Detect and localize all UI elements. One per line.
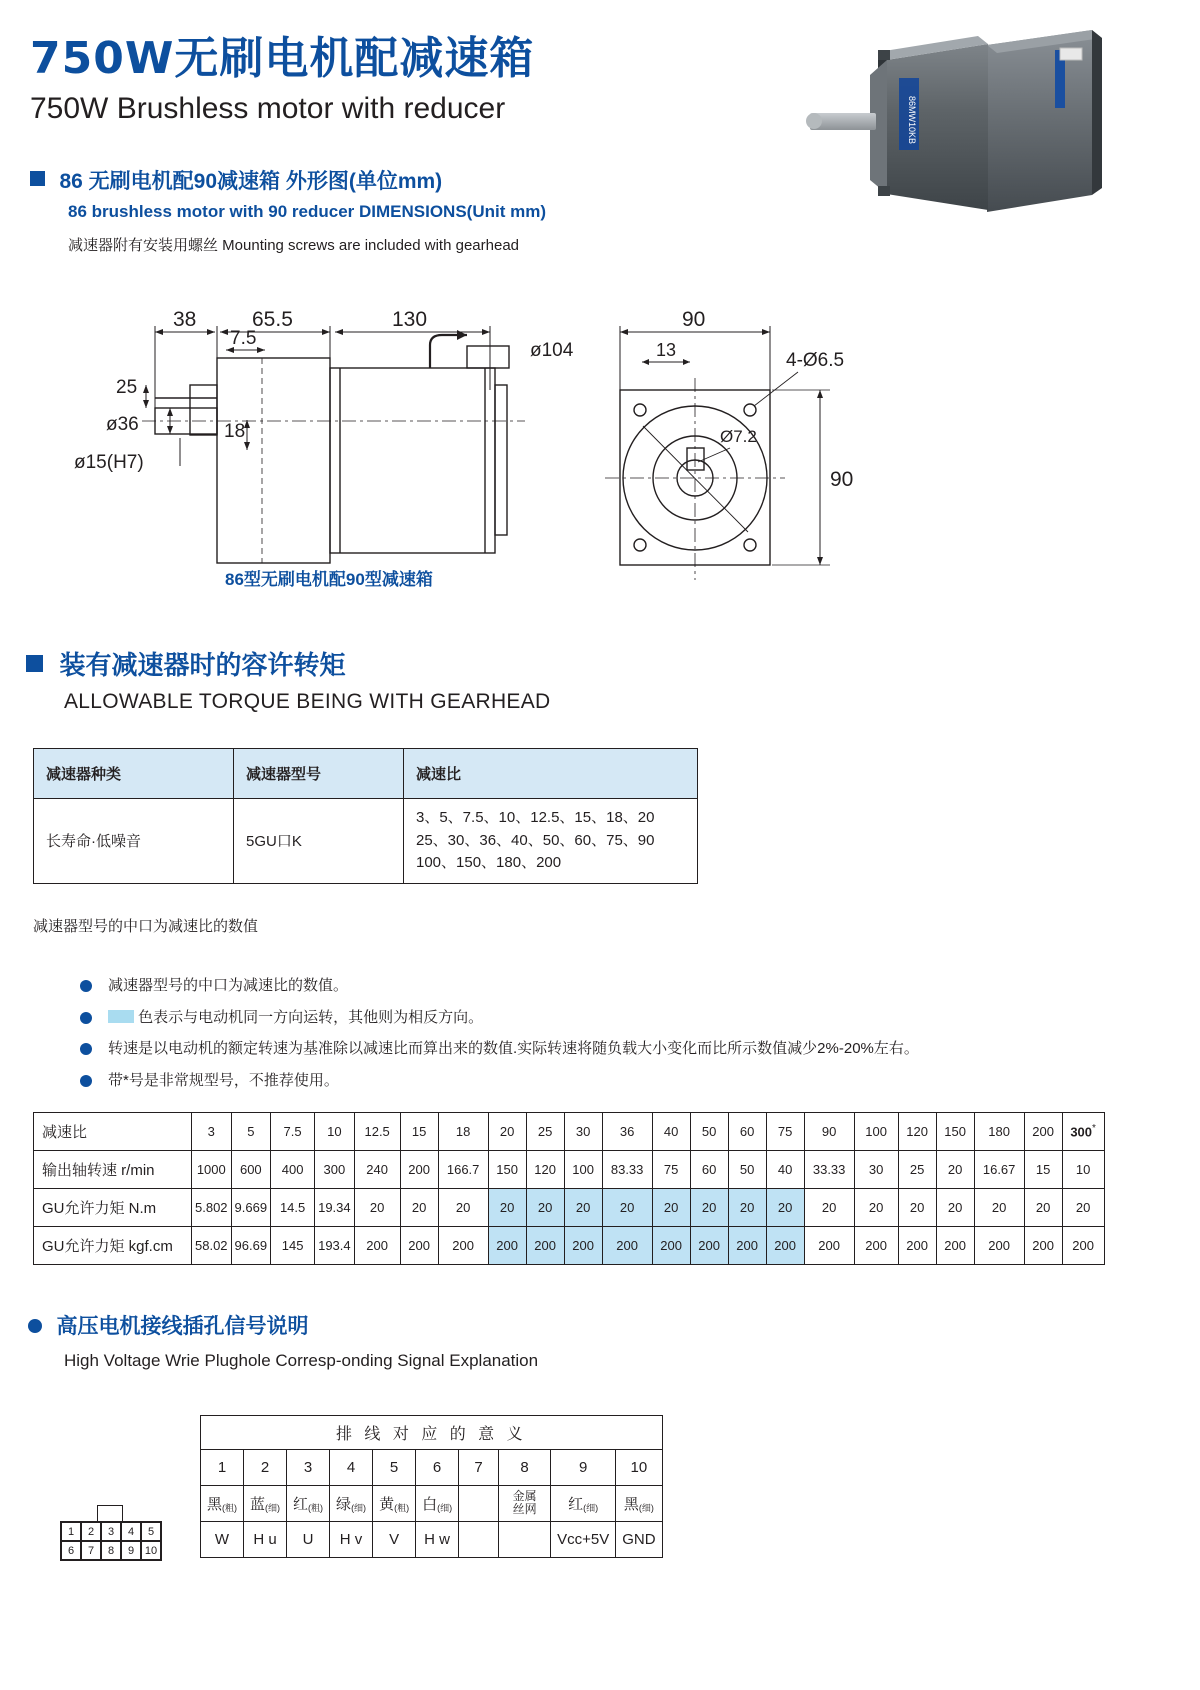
plug-table-caption: 排 线 对 应 的 意 义 bbox=[201, 1416, 663, 1450]
table-cell: 36 bbox=[602, 1113, 652, 1151]
plug-signal-cell: V bbox=[373, 1522, 416, 1558]
list-item: 带*号是非常规型号，不推荐使用。 bbox=[78, 1071, 1068, 1091]
table-cell: 5 bbox=[231, 1113, 271, 1151]
table-cell: 20 bbox=[564, 1189, 602, 1227]
table-cell: 96.69 bbox=[231, 1227, 271, 1265]
plug-color-cell: 金属 丝网 bbox=[499, 1486, 551, 1522]
square-bullet-icon bbox=[30, 171, 45, 186]
table-cell: 20 bbox=[898, 1189, 936, 1227]
table-row bbox=[201, 1486, 663, 1522]
connector-pin: 10 bbox=[141, 1541, 161, 1560]
notes-list bbox=[38, 976, 1068, 1102]
table-row bbox=[34, 1189, 1105, 1227]
table-cell: 16.67 bbox=[974, 1151, 1024, 1189]
table-cell: 120 bbox=[898, 1113, 936, 1151]
table-row bbox=[201, 1416, 663, 1450]
connector-pin: 8 bbox=[101, 1541, 121, 1560]
plug-number-cell: 2 bbox=[244, 1450, 287, 1486]
section2-title-cn: 装有减速器时的容许转矩 bbox=[59, 650, 346, 680]
table-cell: 5.802 bbox=[192, 1189, 232, 1227]
table-cell: 75 bbox=[766, 1113, 804, 1151]
table-cell: 20 bbox=[602, 1189, 652, 1227]
table-cell: 200 bbox=[400, 1227, 438, 1265]
table-cell: 200 bbox=[1062, 1227, 1104, 1265]
plug-number-cell: 10 bbox=[616, 1450, 662, 1486]
cell-gear-ratios: 3、5、7.5、10、12.5、15、18、20 25、30、36、40、50、60、75、90 100、150、180、200 bbox=[404, 799, 698, 884]
section1-note: 减速器附有安装用螺丝 Mounting screws are included with gearhead bbox=[68, 237, 520, 254]
table-cell: 20 bbox=[400, 1189, 438, 1227]
plug-signal-cell: H w bbox=[416, 1522, 459, 1558]
table-cell: 20 bbox=[936, 1151, 974, 1189]
table-header-row bbox=[34, 749, 698, 799]
list-item: 转速是以电动机的额定转速为基准除以减速比而算出来的数值.实际转速将随负载大小变化而比所示数值减少2%-20%左右。 bbox=[78, 1039, 1068, 1059]
square-bullet-icon bbox=[26, 655, 43, 672]
dim-130: 130 bbox=[392, 308, 428, 331]
table-cell: 193.4 bbox=[315, 1227, 355, 1265]
table-cell: 400 bbox=[271, 1151, 315, 1189]
plug-color-cell bbox=[459, 1486, 499, 1522]
plug-number-cell: 4 bbox=[330, 1450, 373, 1486]
table-cell: 20 bbox=[488, 1189, 526, 1227]
table-cell: 10 bbox=[1062, 1151, 1104, 1189]
table-cell: 200 bbox=[854, 1227, 898, 1265]
gearhead-table bbox=[33, 748, 698, 884]
table-cell: 300 bbox=[315, 1151, 355, 1189]
table-cell: 200 bbox=[690, 1227, 728, 1265]
connector-diagram bbox=[60, 1505, 162, 1561]
plug-number-cell: 8 bbox=[499, 1450, 551, 1486]
col-gear-ratio: 减速比 bbox=[404, 749, 698, 799]
table-cell: 600 bbox=[231, 1151, 271, 1189]
connector-pin: 1 bbox=[61, 1522, 81, 1541]
dim-36: ø36 bbox=[106, 414, 139, 435]
table-row bbox=[34, 1151, 1105, 1189]
section3-title-cn: 高压电机接线插孔信号说明 bbox=[56, 1315, 309, 1338]
dim-90-top: 90 bbox=[682, 308, 706, 331]
row-label: GU允许力矩 N.m bbox=[34, 1189, 192, 1227]
cell-gear-type: 长寿命·低噪音 bbox=[34, 799, 234, 884]
row-label: GU允许力矩 kgf.cm bbox=[34, 1227, 192, 1265]
table-cell: 100 bbox=[854, 1113, 898, 1151]
plug-number-cell: 3 bbox=[287, 1450, 330, 1486]
connector-pin: 5 bbox=[141, 1522, 161, 1541]
table-cell: 20 bbox=[936, 1189, 974, 1227]
table-cell: 20 bbox=[766, 1189, 804, 1227]
dim-25: 25 bbox=[116, 377, 138, 398]
table-cell: 20 bbox=[438, 1189, 488, 1227]
drawing-caption: 86型无刷电机配90型减速箱 bbox=[225, 570, 433, 589]
connector-pin: 3 bbox=[101, 1522, 121, 1541]
dim-18: 18 bbox=[224, 421, 246, 442]
table-cell: 40 bbox=[652, 1113, 690, 1151]
plug-number-cell: 1 bbox=[201, 1450, 244, 1486]
table-cell: 9.669 bbox=[231, 1189, 271, 1227]
list-item: 减速器型号的中口为减速比的数值。 bbox=[78, 976, 1068, 996]
plug-color-cell: 白(细) bbox=[416, 1486, 459, 1522]
dim-90-right: 90 bbox=[830, 468, 854, 491]
plug-number-cell: 6 bbox=[416, 1450, 459, 1486]
photo-label: 86MW10KB bbox=[907, 95, 917, 145]
table-cell: 60 bbox=[728, 1113, 766, 1151]
table-cell: 200 bbox=[602, 1227, 652, 1265]
table-cell: 200 bbox=[974, 1227, 1024, 1265]
table-cell: 30 bbox=[854, 1151, 898, 1189]
connector-pin: 4 bbox=[121, 1522, 141, 1541]
plug-color-cell: 黑(细) bbox=[616, 1486, 662, 1522]
table-cell: 200 bbox=[1024, 1227, 1062, 1265]
table-cell: 200 bbox=[728, 1227, 766, 1265]
table-cell: 30 bbox=[564, 1113, 602, 1151]
table-cell: 90 bbox=[804, 1113, 854, 1151]
table-cell: 25 bbox=[526, 1113, 564, 1151]
plughole-signal-table bbox=[200, 1415, 663, 1558]
plug-number-cell: 9 bbox=[551, 1450, 616, 1486]
plug-signal-cell: W bbox=[201, 1522, 244, 1558]
table-cell: 200 bbox=[652, 1227, 690, 1265]
table-cell: 60 bbox=[690, 1151, 728, 1189]
section2-heading bbox=[26, 645, 551, 682]
plug-signal-cell: Vcc+5V bbox=[551, 1522, 616, 1558]
table-cell: 20 bbox=[854, 1189, 898, 1227]
page-header bbox=[30, 22, 790, 126]
table-cell: 200 bbox=[564, 1227, 602, 1265]
table-cell: 3 bbox=[192, 1113, 232, 1151]
table-cell: 200 bbox=[898, 1227, 936, 1265]
table-cell: 145 bbox=[271, 1227, 315, 1265]
table-row bbox=[34, 1227, 1105, 1265]
table-cell: 19.34 bbox=[315, 1189, 355, 1227]
dim-38: 38 bbox=[173, 308, 197, 331]
section1-title-en: 86 brushless motor with 90 reducer DIMENSIONS(Unit mm) bbox=[68, 202, 546, 221]
plug-color-cell: 红(细) bbox=[551, 1486, 616, 1522]
table-cell: 20 bbox=[488, 1113, 526, 1151]
connector-pin: 6 bbox=[61, 1541, 81, 1560]
table-row bbox=[34, 799, 698, 884]
table-cell: 25 bbox=[898, 1151, 936, 1189]
plug-signal-cell: H u bbox=[244, 1522, 287, 1558]
table-cell: 83.33 bbox=[602, 1151, 652, 1189]
table-cell: 200 bbox=[526, 1227, 564, 1265]
table-cell: 180 bbox=[974, 1113, 1024, 1151]
table-cell: 75 bbox=[652, 1151, 690, 1189]
table-cell: 200 bbox=[438, 1227, 488, 1265]
table-cell: 7.5 bbox=[271, 1113, 315, 1151]
connector-top-row bbox=[61, 1522, 161, 1541]
table-cell: 33.33 bbox=[804, 1151, 854, 1189]
table-cell: 40 bbox=[766, 1151, 804, 1189]
table-cell: 20 bbox=[526, 1189, 564, 1227]
connector-pin: 7 bbox=[81, 1541, 101, 1560]
section2-title-en: ALLOWABLE TORQUE BEING WITH GEARHEAD bbox=[64, 690, 551, 713]
plug-color-cell: 黄(粗) bbox=[373, 1486, 416, 1522]
dim-4x6-5: 4-Ø6.5 bbox=[786, 350, 845, 371]
list-item: 色表示与电动机同一方向运转，其他则为相反方向。 bbox=[78, 1008, 1068, 1028]
dim-65-5: 65.5 bbox=[252, 308, 293, 331]
row-label: 减速比 bbox=[34, 1113, 192, 1151]
table-cell: 20 bbox=[1024, 1189, 1062, 1227]
plug-signal-cell bbox=[499, 1522, 551, 1558]
table-cell: 15 bbox=[400, 1113, 438, 1151]
color-swatch-icon bbox=[108, 1010, 134, 1023]
dim-13: 13 bbox=[656, 340, 677, 360]
table-cell: 200 bbox=[936, 1227, 974, 1265]
table-cell: 20 bbox=[652, 1189, 690, 1227]
table-cell: 20 bbox=[354, 1189, 400, 1227]
table-cell: 150 bbox=[936, 1113, 974, 1151]
section3-heading bbox=[28, 1310, 538, 1340]
table-cell: 50 bbox=[690, 1113, 728, 1151]
table-cell: 18 bbox=[438, 1113, 488, 1151]
plug-color-cell: 蓝(细) bbox=[244, 1486, 287, 1522]
table-cell: 12.5 bbox=[354, 1113, 400, 1151]
section-dimensions bbox=[30, 165, 546, 255]
plug-color-cell: 绿(细) bbox=[330, 1486, 373, 1522]
ratio-torque-table bbox=[33, 1112, 1105, 1265]
connector-pin: 2 bbox=[81, 1522, 101, 1541]
table-cell: 240 bbox=[354, 1151, 400, 1189]
table-row bbox=[34, 1113, 1105, 1151]
table-cell: 200 bbox=[488, 1227, 526, 1265]
table-cell: 1000 bbox=[192, 1151, 232, 1189]
plug-color-cell: 红(粗) bbox=[287, 1486, 330, 1522]
dimension-drawing bbox=[30, 290, 930, 600]
plug-number-cell: 7 bbox=[459, 1450, 499, 1486]
table-cell: 166.7 bbox=[438, 1151, 488, 1189]
table-cell: 20 bbox=[804, 1189, 854, 1227]
table-cell: 15 bbox=[1024, 1151, 1062, 1189]
col-gear-type: 减速器种类 bbox=[34, 749, 234, 799]
section1-title-cn: 86 无刷电机配90减速箱 外形图(单位mm) bbox=[59, 170, 443, 193]
cell-gear-model: 5GU口K bbox=[234, 799, 404, 884]
table-cell: 150 bbox=[488, 1151, 526, 1189]
table-cell: 200 bbox=[354, 1227, 400, 1265]
table-cell: 58.02 bbox=[192, 1227, 232, 1265]
dim-7-2: Ø7.2 bbox=[720, 427, 757, 446]
table-cell: 20 bbox=[728, 1189, 766, 1227]
connector-tab bbox=[97, 1505, 123, 1521]
table-cell: 120 bbox=[526, 1151, 564, 1189]
table-cell: 200 bbox=[1024, 1113, 1062, 1151]
dim-15-h7: ø15(H7) bbox=[74, 452, 144, 473]
motor-photo bbox=[792, 20, 1122, 235]
connector-bottom-row bbox=[61, 1541, 161, 1560]
connector-pin: 9 bbox=[121, 1541, 141, 1560]
plug-signal-cell bbox=[459, 1522, 499, 1558]
connector-body bbox=[60, 1521, 162, 1561]
page-title-cn: 750W无刷电机配减速箱 bbox=[30, 33, 535, 84]
table-cell: 20 bbox=[1062, 1189, 1104, 1227]
plug-signal-cell: GND bbox=[616, 1522, 662, 1558]
col-gear-model: 减速器型号 bbox=[234, 749, 404, 799]
section-plughole bbox=[28, 1310, 538, 1371]
table-cell: 20 bbox=[974, 1189, 1024, 1227]
dot-bullet-icon bbox=[28, 1319, 42, 1333]
plug-signal-cell: H v bbox=[330, 1522, 373, 1558]
dim-104: ø104 bbox=[530, 340, 574, 361]
table-cell: 300* bbox=[1062, 1113, 1104, 1151]
table-row bbox=[201, 1450, 663, 1486]
plug-signal-cell: U bbox=[287, 1522, 330, 1558]
table-cell: 50 bbox=[728, 1151, 766, 1189]
page-title-en: 750W Brushless motor with reducer bbox=[30, 92, 506, 125]
section1-heading bbox=[30, 165, 546, 195]
dim-7-5: 7.5 bbox=[230, 328, 257, 349]
plug-number-cell: 5 bbox=[373, 1450, 416, 1486]
table-cell: 20 bbox=[690, 1189, 728, 1227]
table-cell: 100 bbox=[564, 1151, 602, 1189]
table-row bbox=[201, 1522, 663, 1558]
table-cell: 14.5 bbox=[271, 1189, 315, 1227]
table-cell: 200 bbox=[400, 1151, 438, 1189]
table-cell: 200 bbox=[766, 1227, 804, 1265]
row-label: 输出轴转速 r/min bbox=[34, 1151, 192, 1189]
section3-title-en: High Voltage Wrie Plughole Corresp-onding Signal Explanation bbox=[64, 1351, 539, 1370]
table-cell: 200 bbox=[804, 1227, 854, 1265]
table-cell: 10 bbox=[315, 1113, 355, 1151]
plug-color-cell: 黑(粗) bbox=[201, 1486, 244, 1522]
gearhead-note: 减速器型号的中口为减速比的数值 bbox=[33, 918, 259, 935]
section-allowable-torque bbox=[26, 645, 551, 714]
